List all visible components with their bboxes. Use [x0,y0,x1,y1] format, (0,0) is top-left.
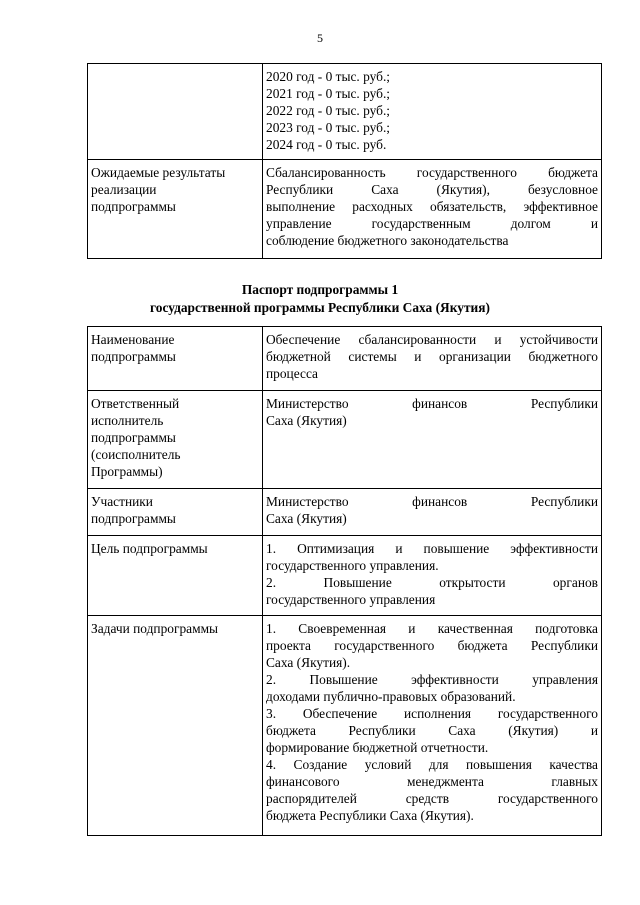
empty-label-cell [88,64,263,160]
table-row [88,391,602,489]
passport-title [0,281,640,317]
tasks-label: Задачи подпрограммы [91,621,219,636]
name-value-line: процесса [266,366,318,381]
participants-value-line: Саха (Якутия) [266,511,347,526]
results-label-line: реализации [91,182,157,197]
funding-year-2023: 2023 год - 0 тыс. руб.; [266,120,391,135]
results-label-line: Ожидаемые результаты [91,165,226,180]
passport-title-line2: государственной программы Республики Саха (Якутия) [150,300,490,315]
responsible-value-cell [263,391,602,489]
table-row [88,160,602,259]
name-value-cell [263,327,602,391]
results-label-cell [88,160,263,259]
tasks-label-cell [88,616,263,836]
name-label-line: Наименование [91,332,175,347]
results-value-line: соблюдение бюджетного законодательства [266,233,509,248]
participants-value-line: Министерство финансов Республики [266,494,598,509]
results-value-line: выполнение расходных обязательств, эффективное [266,199,598,214]
results-label-line: подпрограммы [91,199,176,214]
name-label-cell [88,327,263,391]
tasks-value-line: формирование бюджетной отчетности. [266,740,489,755]
responsible-value-line: Министерство финансов Республики [266,396,598,411]
funding-year-2020: 2020 год - 0 тыс. руб.; [266,69,391,84]
tasks-value-line: финансового менеджмента главных [266,774,598,789]
funding-year-2021: 2021 год - 0 тыс. руб.; [266,86,391,101]
goal-label: Цель подпрограммы [91,541,208,556]
passport-table [87,326,602,836]
funding-years-cell [263,64,602,160]
results-value-cell [263,160,602,259]
funding-year-2024: 2024 год - 0 тыс. руб. [266,137,387,152]
responsible-label-line: Ответственный [91,396,180,411]
tasks-value-cell [263,616,602,836]
goal-label-cell [88,536,263,616]
participants-label-line: подпрограммы [91,511,176,526]
funding-year-2022: 2022 год - 0 тыс. руб.; [266,103,391,118]
tasks-value-line: проекта государственного бюджета Республики [266,638,598,653]
table-row [88,536,602,616]
name-label-line: подпрограммы [91,349,176,364]
name-value-line: Обеспечение сбалансированности и устойчивости [266,332,598,347]
results-value-line: Республики Саха (Якутия), безусловное [266,182,598,197]
results-value-line: Сбалансированность государственного бюджета [266,165,598,180]
responsible-value-line: Саха (Якутия) [266,413,347,428]
responsible-label-line: подпрограммы [91,430,176,445]
responsible-label-line: Программы) [91,464,163,479]
goal-value-line: государственного управления. [266,558,439,573]
tasks-value-line: Саха (Якутия). [266,655,351,670]
passport-title-line1: Паспорт подпрограммы 1 [241,282,399,297]
participants-value-cell [263,489,602,536]
goal-value-line: государственного управления [266,592,436,607]
responsible-label-cell [88,391,263,489]
tasks-value-line: 3. Обеспечение исполнения государственного [266,706,598,721]
table-row [88,64,602,160]
tasks-value-line: 4. Создание условий для повышения качества [266,757,598,772]
responsible-label-line: исполнитель [91,413,164,428]
tasks-value-line: доходами публично-правовых образований. [266,689,516,704]
results-value-line: управление государственным долгом и [266,216,598,231]
name-value-line: бюджетной системы и организации бюджетного [266,349,598,364]
page-number: 5 [317,31,323,45]
participants-label-line: Участники [91,494,153,509]
goal-value-line: 2. Повышение открытости органов [266,575,598,590]
tasks-value-line: бюджета Республики Саха (Якутия). [266,808,474,823]
tasks-value-line: бюджета Республики Саха (Якутия) и [266,723,598,738]
tasks-value-line: 2. Повышение эффективности управления [266,672,598,687]
responsible-label-line: (соисполнитель [91,447,181,462]
table-row [88,489,602,536]
goal-value-cell [263,536,602,616]
funding-results-table [87,63,602,259]
goal-value-line: 1. Оптимизация и повышение эффективности [266,541,598,556]
table-row [88,327,602,391]
participants-label-cell [88,489,263,536]
tasks-value-line: 1. Своевременная и качественная подготовка [266,621,598,636]
table-row [88,616,602,836]
tasks-value-line: распорядителей средств государственного [266,791,598,806]
